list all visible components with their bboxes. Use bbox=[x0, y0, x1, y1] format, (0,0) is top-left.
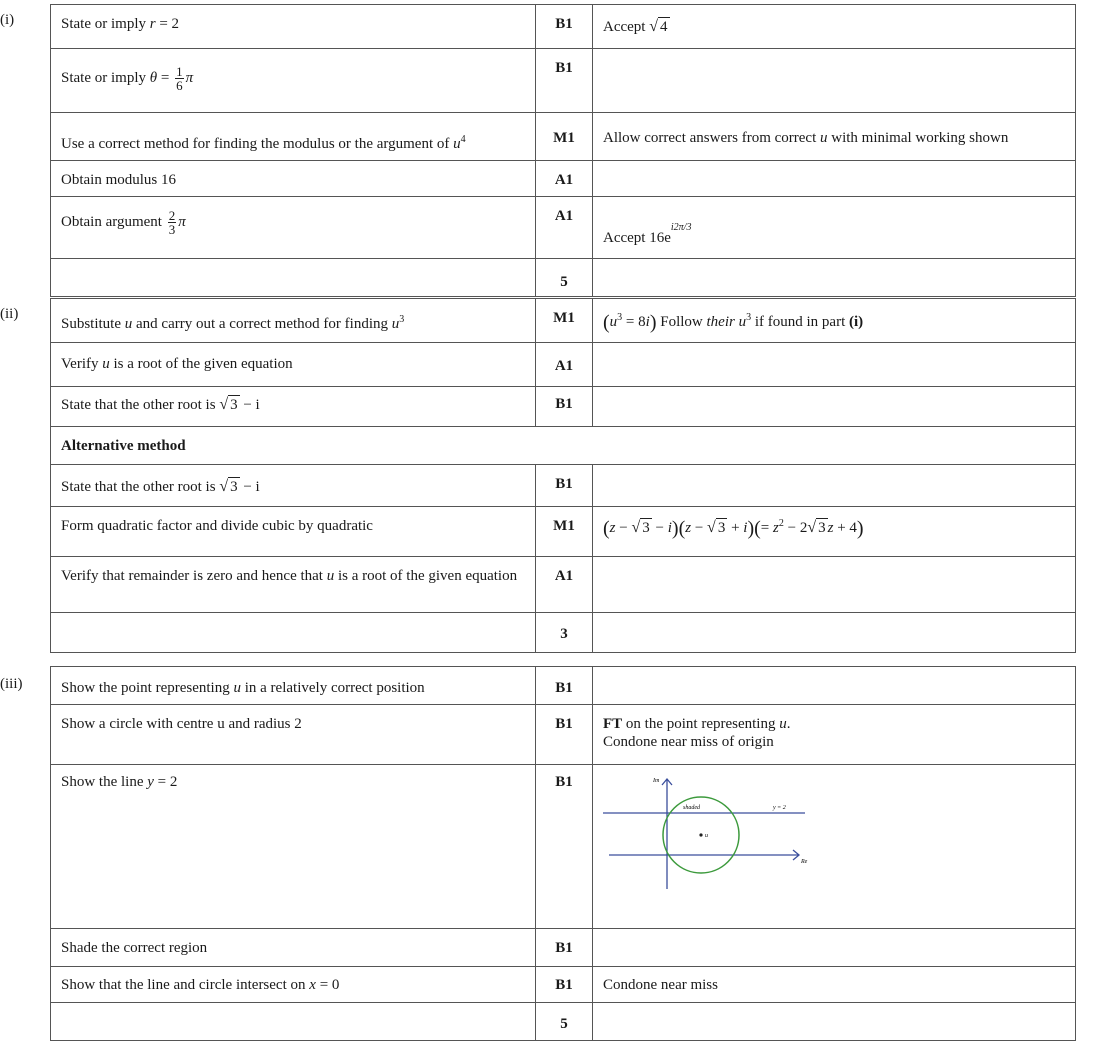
mark-code: B1 bbox=[555, 774, 573, 790]
argand-diagram bbox=[599, 771, 819, 891]
mark-cell bbox=[536, 507, 593, 557]
part-iii-table bbox=[50, 666, 1076, 1041]
table-row bbox=[51, 557, 1076, 613]
part-iii-label: (iii) bbox=[0, 676, 23, 692]
guidance-cell bbox=[593, 613, 1076, 653]
guidance-cell bbox=[593, 387, 1076, 427]
mark-cell bbox=[536, 113, 593, 161]
table-row bbox=[51, 1003, 1076, 1041]
criterion-text: State that the other root is √ 3 − i bbox=[61, 478, 260, 495]
criterion-cell bbox=[51, 765, 536, 929]
criterion-cell bbox=[51, 49, 536, 113]
mark-code: B1 bbox=[555, 940, 573, 956]
criterion-cell bbox=[51, 259, 536, 297]
criterion-cell bbox=[51, 705, 536, 765]
table-row bbox=[51, 765, 1076, 929]
guidance-cell bbox=[593, 49, 1076, 113]
table-row bbox=[51, 49, 1076, 113]
criterion-cell bbox=[51, 557, 536, 613]
table-row bbox=[51, 667, 1076, 705]
criterion-text: Shade the correct region bbox=[61, 940, 208, 956]
total-marks: 3 bbox=[560, 626, 568, 642]
guidance-cell bbox=[593, 705, 1076, 765]
table-row bbox=[51, 929, 1076, 967]
total-marks: 5 bbox=[560, 1016, 568, 1032]
part-i-label: (i) bbox=[0, 12, 15, 28]
guidance-text: (z − √ 3 − i)(z − √ $3 + i)(= z^2 - 2√$ 3 z + 4) bbox=[603, 517, 864, 540]
criterion-cell bbox=[51, 613, 536, 653]
criterion-cell bbox=[51, 113, 536, 161]
mark-cell bbox=[536, 557, 593, 613]
alternative-method-heading: Alternative method bbox=[61, 438, 186, 454]
mark-code: B1 bbox=[555, 977, 573, 993]
guidance-cell bbox=[593, 343, 1076, 387]
table-row bbox=[51, 299, 1076, 343]
guidance-cell bbox=[593, 667, 1076, 705]
total-cell bbox=[536, 1003, 593, 1041]
guidance-cell bbox=[593, 113, 1076, 161]
mark-code: B1 bbox=[555, 396, 573, 412]
shaded-label: shaded bbox=[683, 805, 700, 811]
part-ii-table bbox=[50, 298, 1076, 653]
guidance-text: $(u^3 = 8i)$ Follow their $u^3$ if found in part (i) bbox=[603, 311, 864, 334]
guidance-cell bbox=[593, 299, 1076, 343]
criterion-cell bbox=[51, 5, 536, 49]
guidance-text: Allow correct answers from correct u with minimal working shown bbox=[603, 130, 1009, 146]
criterion-cell bbox=[51, 197, 536, 259]
diagram-cell bbox=[593, 765, 1076, 929]
guidance-text-line-2: Condone near miss of origin bbox=[603, 734, 774, 750]
guidance-text-line-1: FT on the point representing u. bbox=[603, 716, 791, 732]
mark-cell bbox=[536, 197, 593, 259]
criterion-cell bbox=[51, 1003, 536, 1041]
guidance-cell bbox=[593, 5, 1076, 49]
part-i-table bbox=[50, 4, 1076, 297]
mark-cell bbox=[536, 765, 593, 929]
criterion-text: Obtain modulus 16 bbox=[61, 172, 176, 188]
mark-code: A1 bbox=[554, 358, 574, 374]
table-row bbox=[51, 507, 1076, 557]
table-row bbox=[51, 113, 1076, 161]
table-row bbox=[51, 197, 1076, 259]
criterion-cell bbox=[51, 465, 536, 507]
criterion-text: Verify that remainder is zero and hence that u is a root of the given equation bbox=[61, 568, 518, 584]
criterion-text: State or imply θ = $\frac{1}{6}$ π bbox=[61, 64, 194, 93]
part-ii-label: (ii) bbox=[0, 306, 19, 322]
mark-cell bbox=[536, 299, 593, 343]
mark-cell bbox=[536, 465, 593, 507]
table-row bbox=[51, 465, 1076, 507]
criterion-text: Verify u is a root of the given equation bbox=[61, 356, 293, 372]
criterion-text: Use a correct method for finding the modulus or the argument of $u^4$ bbox=[61, 134, 466, 152]
guidance-text: Condone near miss bbox=[603, 977, 718, 993]
mark-code: M1 bbox=[553, 310, 575, 326]
total-cell bbox=[536, 259, 593, 297]
mark-cell bbox=[536, 49, 593, 113]
total-cell bbox=[536, 613, 593, 653]
criterion-cell bbox=[51, 387, 536, 427]
criterion-cell bbox=[51, 667, 536, 705]
mark-code: B1 bbox=[555, 16, 573, 32]
criterion-text: State or imply r = 2 bbox=[61, 16, 180, 32]
mark-cell bbox=[536, 343, 593, 387]
mark-code: B1 bbox=[555, 476, 573, 492]
guidance-text: Accept √ 4 bbox=[603, 18, 668, 35]
re-axis-label: Re bbox=[801, 859, 808, 865]
guidance-text: Accept $16e^{i2\pi/3}$ bbox=[603, 222, 692, 246]
mark-cell bbox=[536, 705, 593, 765]
table-row bbox=[51, 967, 1076, 1003]
mark-code: B1 bbox=[555, 60, 573, 76]
mark-code: M1 bbox=[553, 518, 575, 534]
guidance-cell bbox=[593, 929, 1076, 967]
point-u bbox=[699, 833, 702, 836]
mark-cell bbox=[536, 667, 593, 705]
mark-code: M1 bbox=[553, 130, 575, 146]
guidance-cell bbox=[593, 465, 1076, 507]
mark-cell bbox=[536, 5, 593, 49]
mark-code: A1 bbox=[554, 208, 574, 224]
mark-code: B1 bbox=[555, 716, 573, 732]
criterion-cell bbox=[51, 343, 536, 387]
mark-cell bbox=[536, 387, 593, 427]
mark-cell bbox=[536, 929, 593, 967]
table-row bbox=[51, 161, 1076, 197]
table-row bbox=[51, 613, 1076, 653]
line-y-2-label: y = 2 bbox=[773, 805, 786, 811]
mark-code: A1 bbox=[554, 568, 574, 584]
guidance-cell bbox=[593, 967, 1076, 1003]
criterion-cell bbox=[51, 299, 536, 343]
criterion-text: Show the point representing u in a relatively correct position bbox=[61, 680, 425, 696]
table-row bbox=[51, 387, 1076, 427]
im-axis-label: Im bbox=[653, 778, 660, 784]
point-u-label: u bbox=[705, 833, 708, 839]
guidance-cell bbox=[593, 259, 1076, 297]
criterion-text: Obtain argument $\frac{2}{3}$ π bbox=[61, 208, 186, 237]
mark-code: B1 bbox=[555, 680, 573, 696]
guidance-cell bbox=[593, 557, 1076, 613]
alternative-method-heading-cell bbox=[51, 427, 1076, 465]
criterion-cell bbox=[51, 161, 536, 197]
mark-code: A1 bbox=[554, 172, 574, 188]
criterion-cell bbox=[51, 929, 536, 967]
criterion-text: Show that the line and circle intersect on x = 0 bbox=[61, 977, 340, 993]
mark-cell bbox=[536, 967, 593, 1003]
criterion-cell bbox=[51, 967, 536, 1003]
table-row bbox=[51, 343, 1076, 387]
criterion-text: Show a circle with centre u and radius 2 bbox=[61, 716, 302, 732]
criterion-text: Substitute u and carry out a correct method for finding $u^3$ bbox=[61, 314, 405, 332]
table-row bbox=[51, 5, 1076, 49]
mark-cell bbox=[536, 161, 593, 197]
criterion-text: State that the other root is √ 3 − i bbox=[61, 396, 260, 413]
criterion-text: Show the line y = 2 bbox=[61, 774, 178, 790]
guidance-cell bbox=[593, 197, 1076, 259]
guidance-cell bbox=[593, 1003, 1076, 1041]
criterion-cell bbox=[51, 507, 536, 557]
table-row bbox=[51, 427, 1076, 465]
guidance-cell bbox=[593, 161, 1076, 197]
guidance-cell bbox=[593, 507, 1076, 557]
table-row bbox=[51, 259, 1076, 297]
criterion-text: Form quadratic factor and divide cubic by quadratic bbox=[61, 518, 373, 534]
total-marks: 5 bbox=[560, 274, 568, 290]
table-row bbox=[51, 705, 1076, 765]
